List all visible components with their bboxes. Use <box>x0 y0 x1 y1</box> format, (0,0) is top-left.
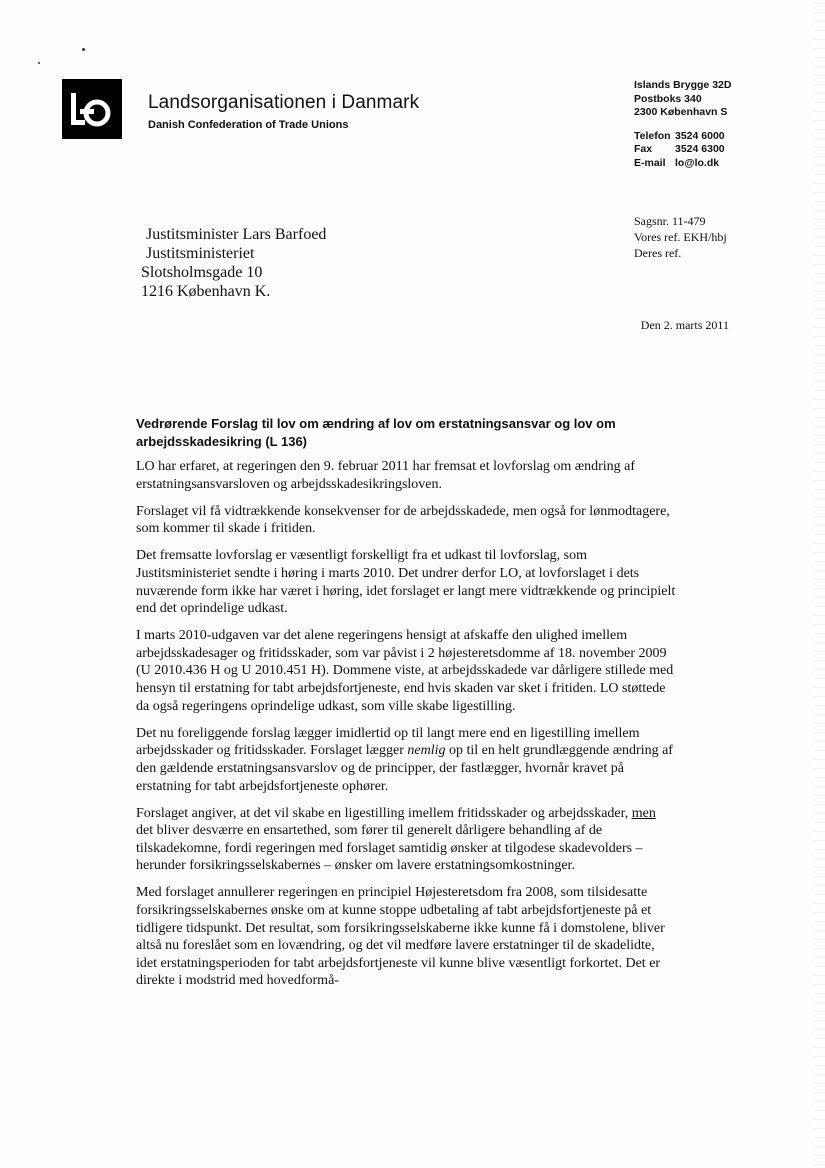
email-value: lo@lo.dk <box>675 156 720 169</box>
recipient-address <box>141 225 326 301</box>
recipient-line: Justitsministeriet <box>146 245 255 262</box>
paragraph: I marts 2010-udgaven var det alene regeringens hensigt at afskaffe den ulighed imellem arbejdsskadesager og fritidsskader, som var påvist i 2 højesteretsdomme af 18. november 2009 (U 2010.436 H og U 2010.451 H). Dommene viste, at arbejdsskadede var dårligere stillede med hensyn til erstatning for tabt arbejdsfortjeneste, end hvis skaden var sket i fritiden. LO støttede da også regeringens oprindelige udkast, som ville skabe ligestilling. <box>136 628 674 714</box>
address-line: Postboks 340 <box>634 92 702 105</box>
text-run: Forslaget angiver, at det vil skabe en ligestilling imellem fritidsskader og arbejdsskader, <box>136 805 632 821</box>
letter-date: Den 2. marts 2011 <box>640 318 729 332</box>
fax-value: 3524 6300 <box>675 143 725 155</box>
phone-value: 3524 6000 <box>675 129 725 142</box>
case-number: Sagsnr. 11-479 <box>634 214 706 228</box>
text-run: det bliver desværre en ensartethed, som fører til generelt dårligere behandling af de tilskadekomne, fordi regeringen med forslaget samtidig ønsker at tilgodese skadevolders – herunder forsikringsselskabernes – ønsker om lavere erstatningsomkostninger. <box>136 823 643 874</box>
paragraph <box>136 805 676 875</box>
lo-logo-svg <box>62 79 122 139</box>
paragraph: Med forslaget annullerer regeringen en principiel Højesteretsdom fra 2008, som tilsidesatte forsikringsselskabernes ønske om at kunne stoppe udbetaling af tabt arbejdsfortjeneste på et tidligere tidspunkt. Det resultat, som forsikringsselskaberne ikke kunne få i domstolene, bliver altså nu foreslået som en lovændring, og det vil medføre lavere erstatninger til de skadelidte, idet erstatningsperioden for tabt arbejdsfortjeneste vil kunne blive væsentligt forkortet. Det er direkte i modstrid med hovedformå- <box>136 885 665 989</box>
scan-speck <box>38 62 40 64</box>
text-run: Det nu foreliggende forslag lægger imidlertid op til langt mere end en ligestilling imellem arbejdsskader og fritidsskader. Forslaget lægger <box>136 725 640 759</box>
recipient-line: Slotsholmsgade 10 <box>141 264 263 281</box>
phone-label: Telefon <box>634 129 671 142</box>
recipient-line: 1216 København K. <box>141 283 271 300</box>
org-header <box>148 92 419 133</box>
paragraph <box>136 725 676 795</box>
address-line: Islands Brygge 32D <box>634 79 732 91</box>
our-reference: Vores ref. EKH/hbj <box>634 230 727 244</box>
underlined-word: men <box>631 805 656 821</box>
address-line: 2300 København S <box>634 106 728 118</box>
italic-word: nemlig <box>407 743 446 759</box>
scan-speck <box>82 48 85 51</box>
paragraph: LO har erfaret, at regeringen den 9. februar 2011 har fremsat et lovforslag om ændring af erstatningsansvarsloven og arbejdsskadesikringsloven. <box>136 459 636 492</box>
paragraph: Det fremsatte lovforslag er væsentligt forskelligt fra et udkast til lovforslag, som Justitsministeriet sendte i høring i marts 2010. Det undrer derfor LO, at lovforslaget i dets nuværende form ikke har været i høring, idet forslaget er langt mere vidtrækkende og principielt end det oprindelige udkast. <box>136 548 676 617</box>
contact-block <box>634 79 731 170</box>
subject-line: Vedrørende Forslag til lov om ændring af lov om erstatningsansvar og lov om arbejdsskadesikring (L 136) <box>136 416 616 449</box>
fax-label: Fax <box>634 143 653 155</box>
letter-body <box>136 458 676 1000</box>
lo-logo-icon <box>62 79 122 139</box>
paragraph: Forslaget vil få vidtrækkende konsekvenser for de arbejdsskadede, men også for lønmodtagere, som kommer til skade i fritiden. <box>136 503 670 537</box>
scan-edge <box>813 0 825 1168</box>
fax-row <box>634 143 731 157</box>
your-reference: Deres ref. <box>634 246 682 260</box>
text-run: op til en helt grundlæggende ændring af den gældende erstatningsansvarslov og de principper, der fastlægger, hvornår kravet på erstatning for tabt arbejdsfortjeneste ophører. <box>136 743 673 794</box>
org-name: Landsorganisationen i Danmark <box>148 92 420 113</box>
phone-row <box>634 130 731 144</box>
reference-block <box>634 213 727 261</box>
email-row <box>634 157 731 171</box>
recipient-line: Justitsminister Lars Barfoed <box>146 226 327 243</box>
email-label: E-mail <box>634 156 666 169</box>
org-subtitle: Danish Confederation of Trade Unions <box>148 119 349 131</box>
